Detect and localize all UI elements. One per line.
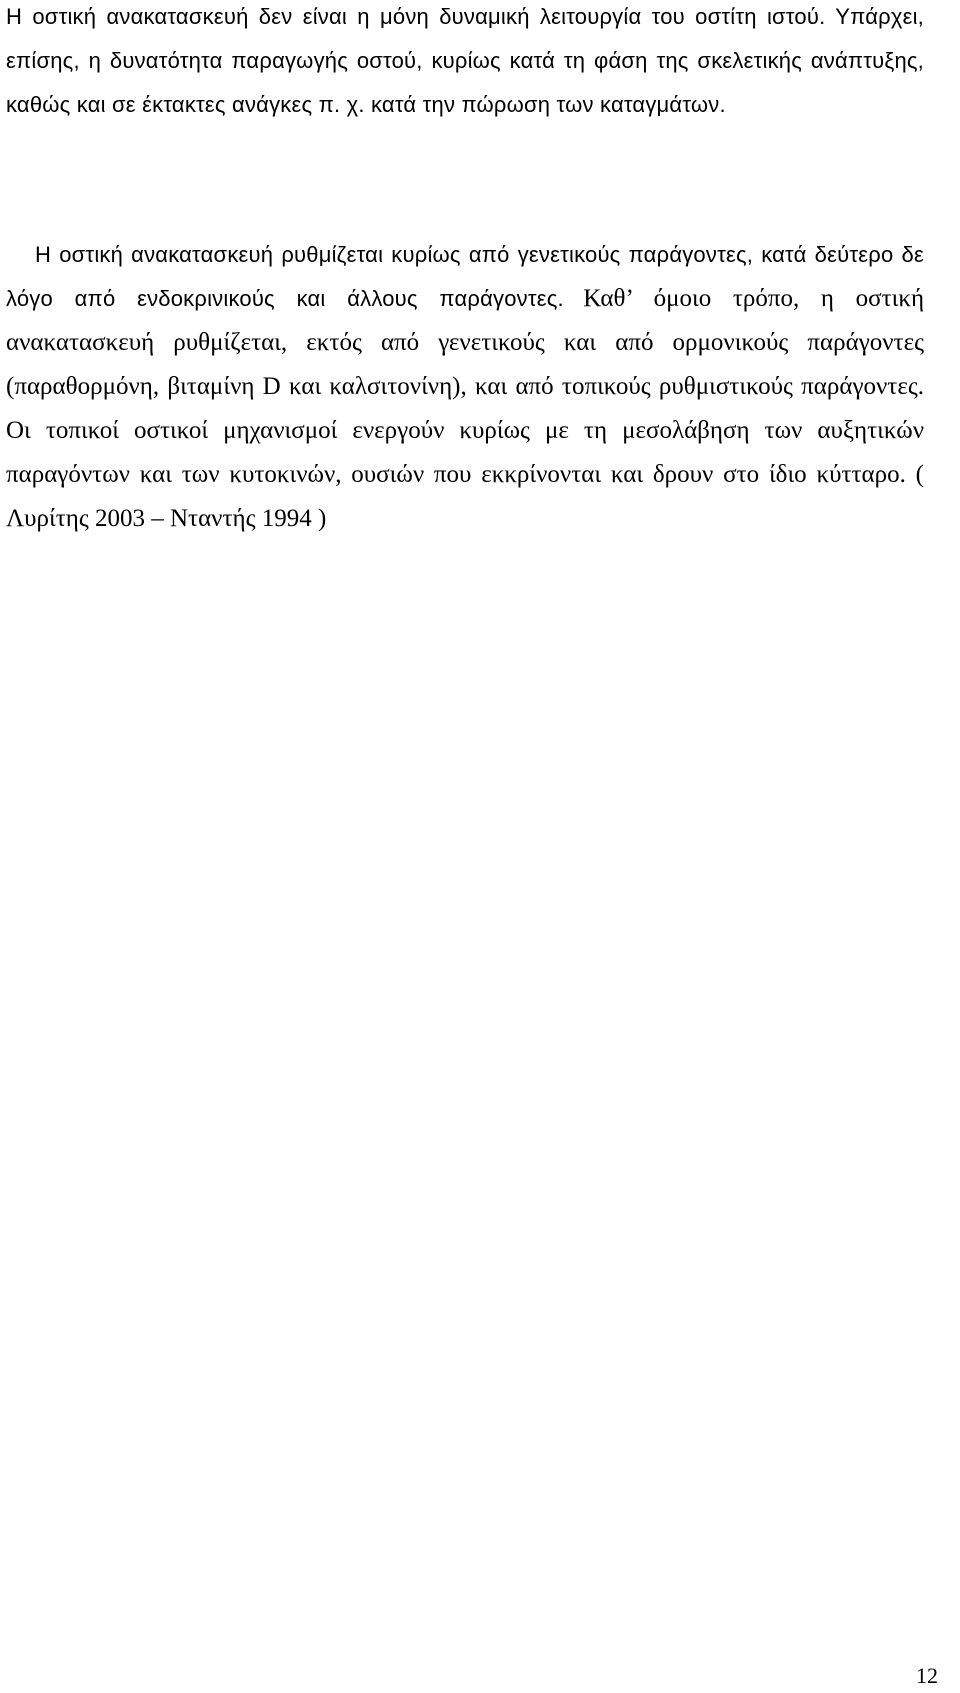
page-number: 12 bbox=[916, 1663, 938, 1688]
paragraph-bone-formation: Η οστική ανακατασκευή δεν είναι η μόνη δυναμική λειτουργία του οστίτη ιστού. Υπάρχει, επίσης, η δυνατότητα παραγωγής οστού, κυρίως κατά τη φάση της σκελετικής ανάπτυξης, καθώς και σε έκτακτες ανάγκες π. χ. κατά την πώρωση των καταγμάτων. bbox=[6, 4, 924, 117]
paragraph-2-serif-text: Καθ’ όμοιο τρόπο, η οστική ανακατασκευή ρυθμίζεται, εκτός από γενετικούς και από ορμονικούς παράγοντες (παραθορμόνη, βιταμίνη D και καλσιτονίνη), και από τοπικούς ρυθμιστικούς παράγοντες. Οι τοπικοί οστικοί μηχανισμοί ενεργούν κυρίως με τη μεσολάβηση των αυξητικών παραγόντων και των κυτοκινών, ουσιών που εκκρίνονται και δρουν στο ίδιο κύτταρο. ( Λυρίτης 2003 – Νταντής 1994 ) bbox=[6, 285, 925, 532]
paragraph-bone-remodeling-regulation bbox=[6, 233, 924, 541]
paragraph-2-sans-text: Η οστική ανακατασκευή ρυθμίζεται κυρίως από γενετικούς παράγοντες, κατά δεύτερο δε λόγο από ενδοκρινικούς και άλλους παράγοντες. bbox=[6, 242, 924, 311]
